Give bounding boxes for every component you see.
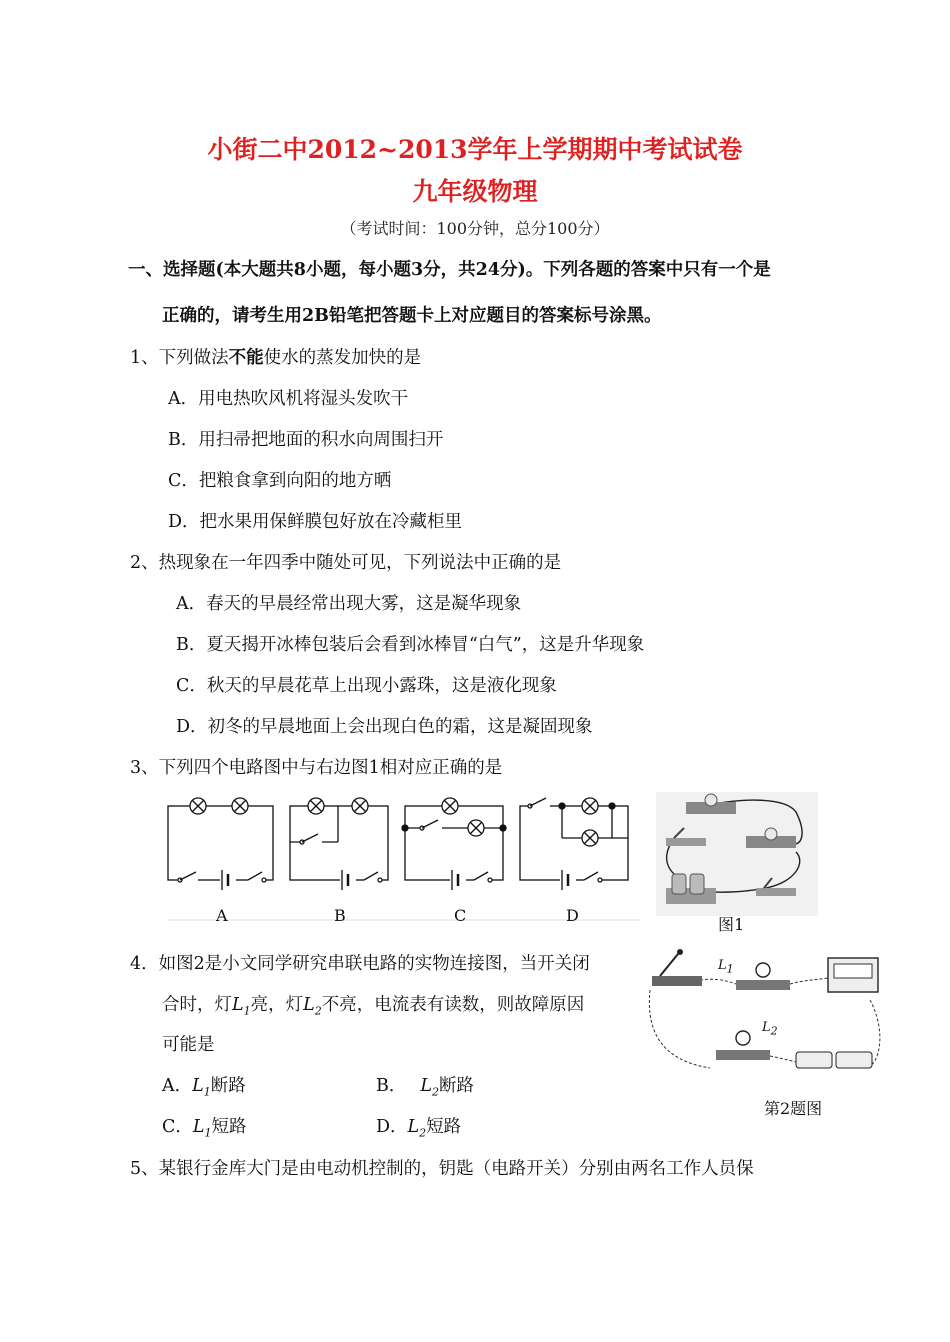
circuit-b [290, 798, 388, 890]
circuit-a [168, 798, 273, 890]
figure-1-caption: 图1 [718, 915, 745, 934]
q2-option-d: D．初冬的早晨地面上会出现白色的霜，这是凝固现象 [176, 717, 593, 737]
q1-option-c: C．把粮食拿到向阳的地方晒 [168, 471, 392, 491]
q1-option-d: D．把水果用保鲜膜包好放在冷藏柜里 [168, 512, 463, 532]
q1-stem-pre: 1、下列做法 [130, 348, 229, 368]
circuit-label-a: A [216, 906, 228, 925]
figure-2-label-l1: $L_1$ [718, 958, 734, 976]
figure-1-physical-circuit [656, 792, 818, 916]
q1-option-b: B．用扫帚把地面的积水向周围扫开 [168, 430, 444, 450]
question-4-line2 [162, 991, 584, 1018]
circuit-d [520, 798, 628, 890]
question-1-stem [130, 344, 421, 369]
q4-option-a: A．$L_1$断路 [162, 1076, 246, 1099]
question-4-line1: 4．如图2是小文同学研究串联电路的实物连接图，当开关闭 [130, 954, 590, 974]
q4-lamp-l2: $L_2$ [303, 995, 322, 1018]
q4-lamp-l1: $L_1$ [232, 995, 251, 1018]
figure-2-series-circuit [640, 940, 890, 1090]
question-4-line3: 可能是 [162, 1035, 215, 1055]
q2-option-a: A．春天的早晨经常出现大雾，这是凝华现象 [176, 594, 522, 614]
question-5-stem: 5、某银行金库大门是由电动机控制的，钥匙（电路开关）分别由两名工作人员保 [130, 1159, 754, 1179]
circuit-c [402, 798, 506, 890]
exam-info: （考试时间：100分钟，总分100分） [340, 219, 610, 238]
section-heading-line1: 一、选择题(本大题共8小题，每小题3分，共24分)。下列各题的答案中只有一个是 [128, 260, 771, 280]
figure-2-caption: 第2题图 [764, 1099, 823, 1118]
q4-option-c: C．$L_1$短路 [162, 1117, 247, 1140]
exam-title: 小街二中2012~2013学年上学期期中考试试卷 [207, 135, 743, 164]
section-heading-line2: 正确的，请考生用2B铅笔把答题卡上对应题目的答案标号涂黑。 [162, 306, 662, 326]
q1-stem-emph: 不能 [228, 348, 264, 368]
q2-option-b: B．夏天揭开冰棒包装后会看到冰棒冒“白气”，这是升华现象 [176, 635, 645, 655]
q2-option-c: C．秋天的早晨花草上出现小露珠，这是液化现象 [176, 676, 557, 696]
q4-line2-part-a: 合时，灯 [162, 995, 232, 1015]
q1-stem-post: 使水的蒸发加快的是 [263, 348, 422, 368]
circuit-label-c: C [454, 906, 467, 925]
circuit-label-b: B [334, 906, 346, 925]
question-2-stem: 2、热现象在一年四季中随处可见，下列说法中正确的是 [130, 553, 562, 573]
question-3-stem: 3、下列四个电路图中与右边图1相对应正确的是 [130, 758, 503, 778]
q4-option-d: D．$L_2$短路 [376, 1117, 462, 1140]
q1-option-a: A．用电热吹风机将湿头发吹干 [168, 389, 409, 409]
q4-option-b: B． $L_2$断路 [376, 1076, 474, 1099]
q4-line2-part-c: 不亮，电流表有读数，则故障原因 [321, 995, 585, 1015]
exam-subject: 九年级物理 [412, 177, 538, 206]
q4-line2-part-b: 亮，灯 [250, 995, 304, 1015]
circuit-label-d: D [566, 906, 579, 925]
figure-2-label-l2: $L_2$ [762, 1020, 778, 1038]
